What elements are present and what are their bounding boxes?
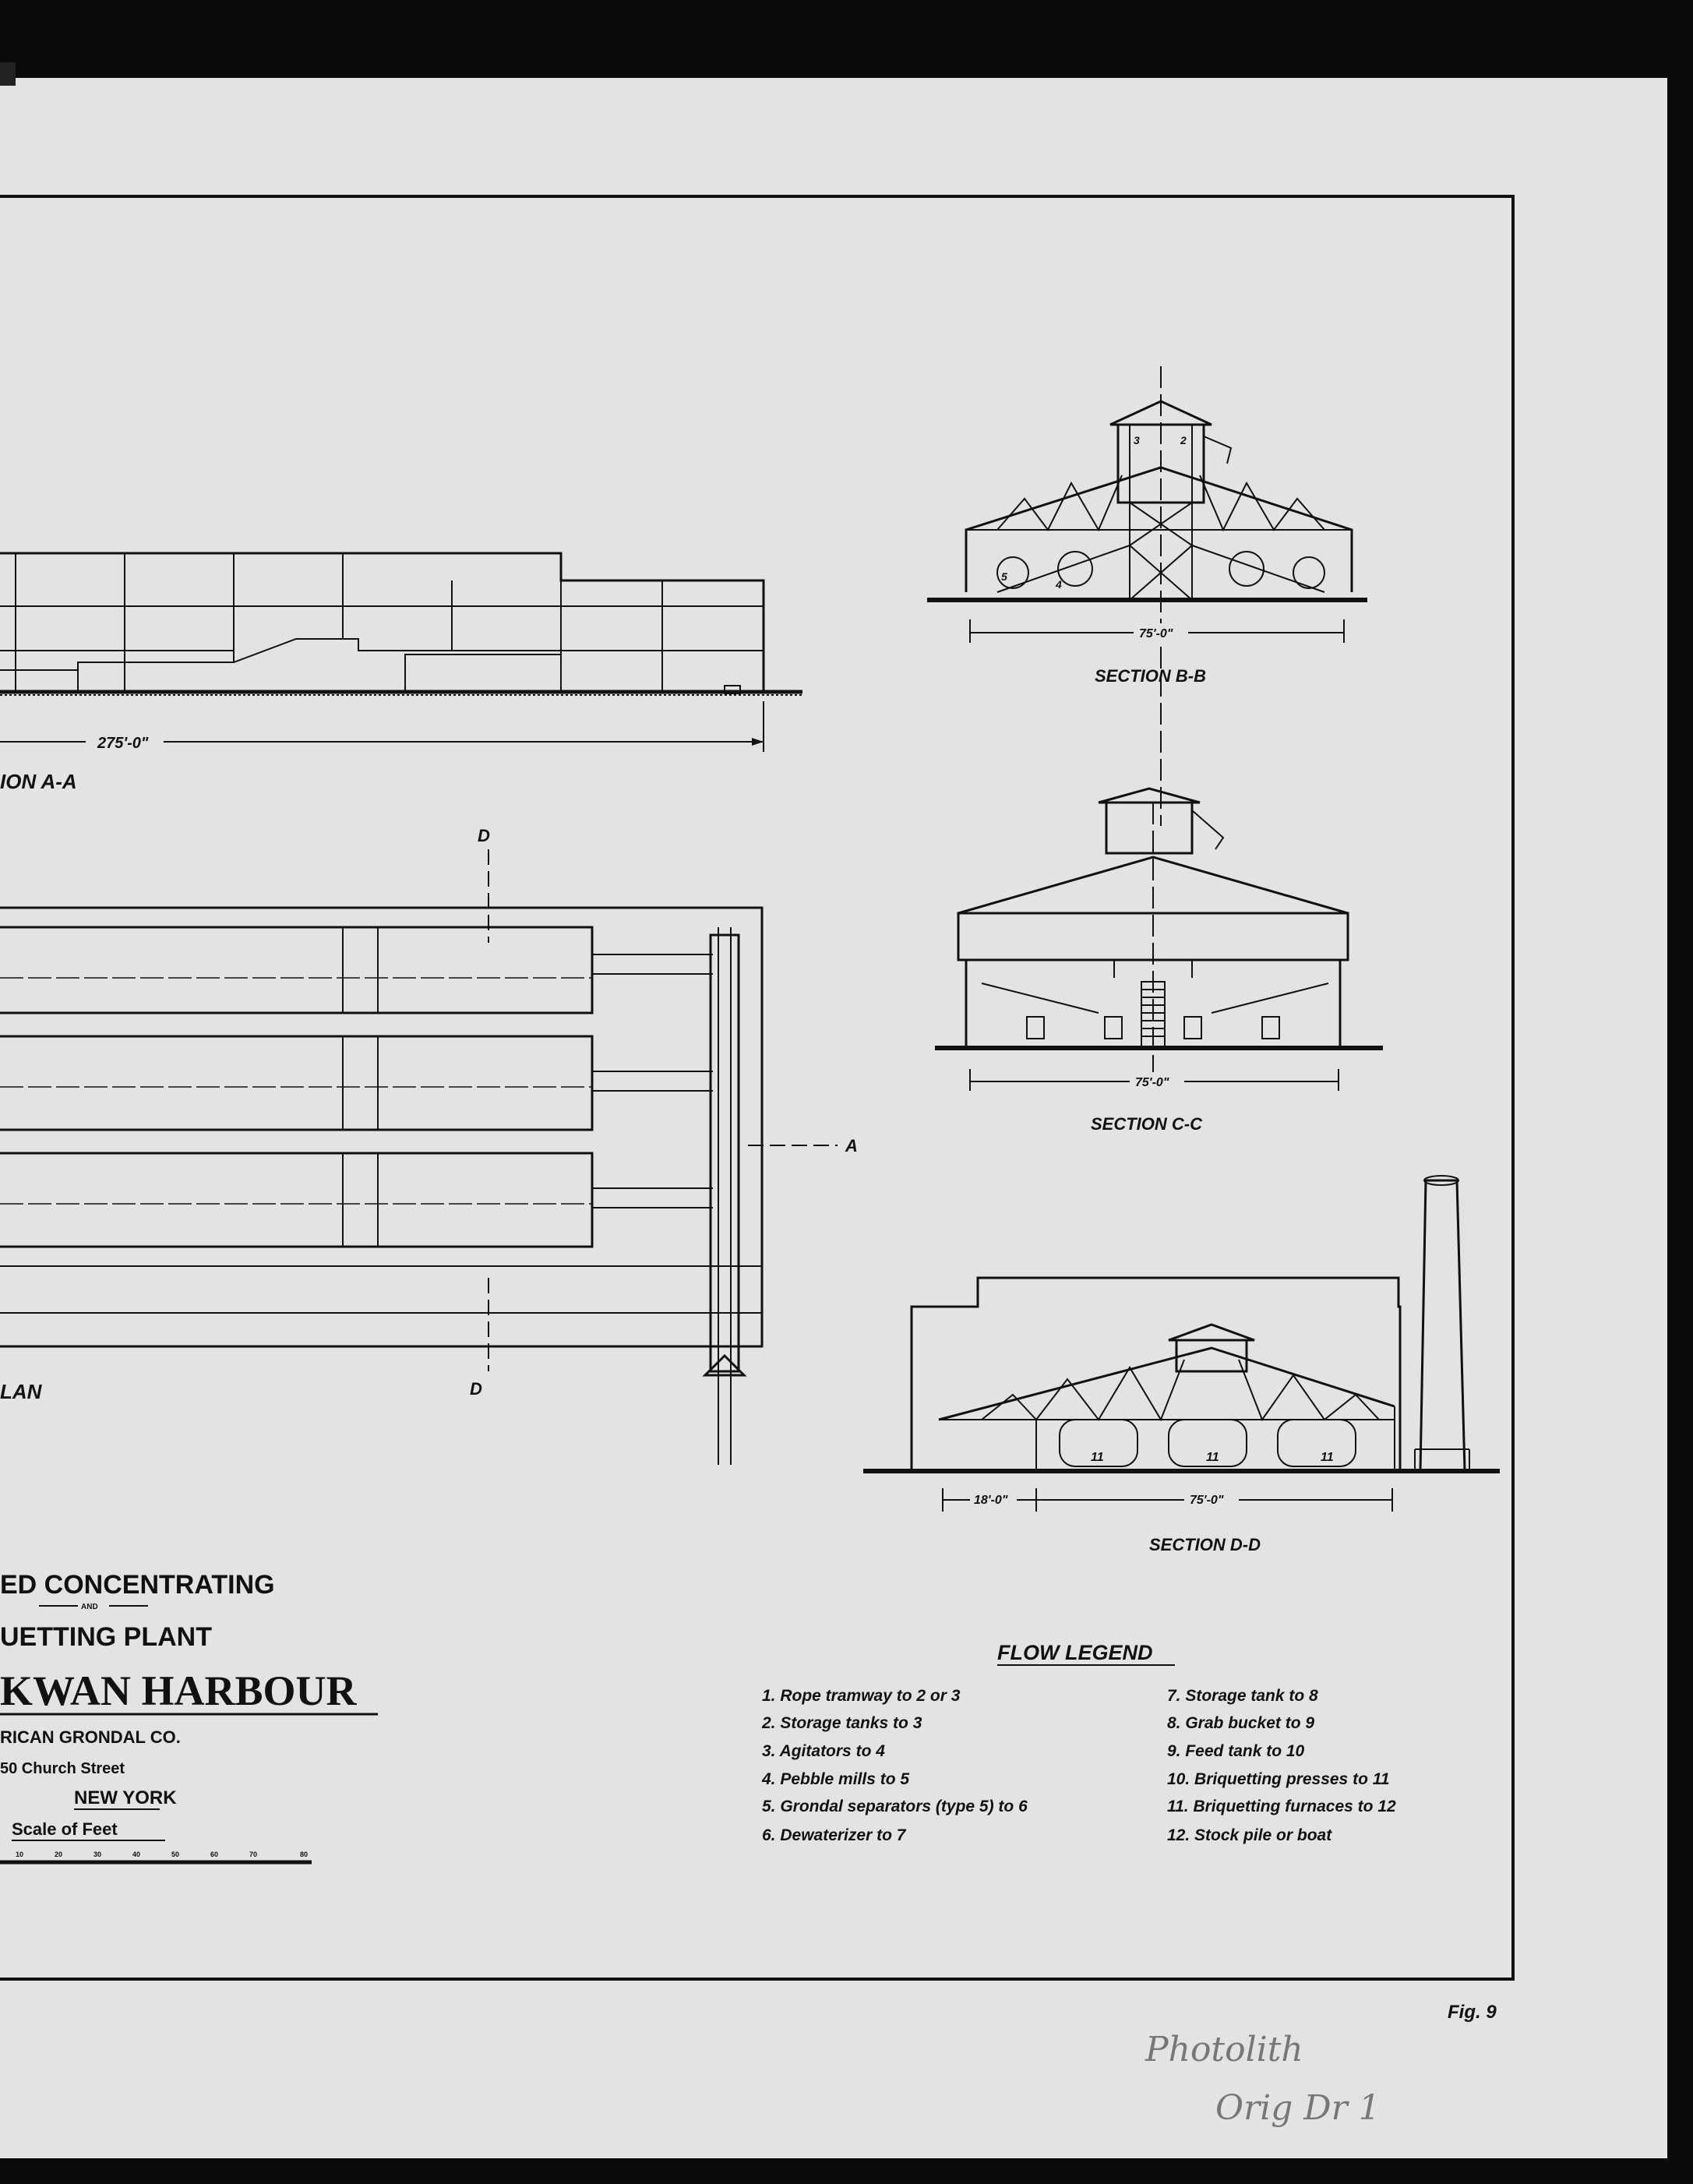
machine-number: 11 <box>1091 1451 1104 1464</box>
building-outline <box>0 553 764 692</box>
chimney-base <box>1415 1449 1469 1471</box>
plan-lines <box>0 1266 762 1313</box>
title-place: KWAN HARBOUR <box>0 1667 357 1714</box>
machine-number: 5 <box>1001 570 1007 583</box>
flow-legend <box>761 1641 1396 1844</box>
section-d-marker-top: D <box>478 826 490 845</box>
roof <box>939 1348 1395 1420</box>
scale-tick: 30 <box>93 1851 102 1858</box>
section-dd-label: SECTION D-D <box>1149 1535 1261 1554</box>
tower <box>1106 803 1192 853</box>
section-bb <box>927 366 1367 826</box>
tower-roof <box>1099 789 1200 803</box>
plan-label: LAN <box>0 1380 42 1403</box>
scale-label: Scale of Feet <box>12 1819 118 1839</box>
separator <box>1027 1017 1044 1039</box>
conveyor <box>711 935 739 1371</box>
stepped-floor <box>0 639 764 670</box>
scale-tick: 50 <box>171 1851 180 1858</box>
tank-row-1 <box>0 927 592 1013</box>
legend-item: 5. Grondal separators (type 5) to 6 <box>762 1798 1028 1815</box>
conveyor-rails <box>718 927 731 1465</box>
monitor-roof <box>1169 1325 1254 1340</box>
dimension-arrow <box>752 738 764 746</box>
section-aa-label: ION A-A <box>0 770 77 793</box>
legend-item: 9. Feed tank to 10 <box>1167 1742 1305 1760</box>
legend-item: 1. Rope tramway to 2 or 3 <box>762 1687 961 1705</box>
legend-item: 6. Dewaterizer to 7 <box>762 1826 906 1844</box>
separator <box>1184 1017 1201 1039</box>
section-cc-dimension: 75'-0" <box>1135 1076 1169 1089</box>
machine-number: 11 <box>1321 1451 1334 1464</box>
legend-item: 8. Grab bucket to 9 <box>1167 1714 1315 1732</box>
grab-bucket <box>1204 436 1231 464</box>
company-address: 50 Church Street <box>0 1760 125 1777</box>
title-and: AND <box>81 1603 98 1611</box>
separator <box>1262 1017 1279 1039</box>
scale-tick: 10 <box>16 1851 24 1858</box>
bay-divisions <box>16 553 662 692</box>
scale-tick: 70 <box>249 1851 258 1858</box>
legend-item: 4. Pebble mills to 5 <box>762 1770 910 1788</box>
roof-truss <box>982 1360 1379 1420</box>
separator <box>1105 1017 1122 1039</box>
rear-building <box>912 1278 1400 1471</box>
section-dd <box>863 1176 1500 1554</box>
section-cc <box>935 789 1383 1134</box>
section-bb-label: SECTION B-B <box>1095 666 1206 686</box>
tank-row-2 <box>0 1036 592 1130</box>
machine-number: 11 <box>1206 1451 1219 1464</box>
section-d-marker-bottom: D <box>470 1379 482 1399</box>
section-aa-dimension: 275'-0" <box>97 735 149 752</box>
machine-number: 3 <box>1134 434 1140 446</box>
handwritten-note-1: Photolith <box>1145 2030 1303 2069</box>
machine-number: 2 <box>1180 434 1187 446</box>
legend-item: 12. Stock pile or boat <box>1167 1826 1332 1844</box>
chute <box>1192 810 1223 849</box>
chimney <box>1420 1180 1465 1471</box>
plan-view <box>0 826 858 1465</box>
section-dd-dimension-right: 75'-0" <box>1190 1494 1224 1507</box>
title-line-2: UETTING PLANT <box>0 1622 212 1652</box>
section-cc-label: SECTION C-C <box>1091 1114 1202 1134</box>
furnace <box>1278 1420 1356 1466</box>
title-line-1: ED CONCENTRATING <box>0 1570 275 1600</box>
legend-item: 11. Briquetting furnaces to 12 <box>1167 1798 1396 1815</box>
legend-item: 7. Storage tank to 8 <box>1167 1687 1318 1705</box>
tank-row-3 <box>0 1153 592 1247</box>
flow-legend-title: FLOW LEGEND <box>997 1641 1153 1664</box>
title-block <box>0 1570 378 1862</box>
company-city: NEW YORK <box>74 1787 177 1808</box>
section-dd-dimension-left: 18'-0" <box>974 1494 1008 1507</box>
machine-number: 4 <box>1056 578 1062 591</box>
pipes <box>592 954 713 1208</box>
company-name: RICAN GRONDAL CO. <box>0 1727 181 1747</box>
legend-item: 2. Storage tanks to 3 <box>762 1714 922 1732</box>
section-aa <box>0 553 802 793</box>
elevator-steps <box>1141 990 1165 1036</box>
floor-steps <box>78 651 561 692</box>
scale-tick: 20 <box>55 1851 63 1858</box>
scale-tick: 80 <box>300 1851 309 1858</box>
scale-tick: 40 <box>132 1851 141 1858</box>
section-bb-dimension: 75'-0" <box>1139 627 1173 640</box>
legend-item: 3. Agitators to 4 <box>762 1742 885 1760</box>
section-a-marker: A <box>845 1136 858 1156</box>
figure-label: Fig. 9 <box>1448 2002 1497 2023</box>
scale-tick: 60 <box>210 1851 219 1858</box>
handwritten-note-2: Orig Dr 1 <box>1215 2088 1381 2128</box>
legend-item: 10. Briquetting presses to 11 <box>1167 1770 1390 1788</box>
